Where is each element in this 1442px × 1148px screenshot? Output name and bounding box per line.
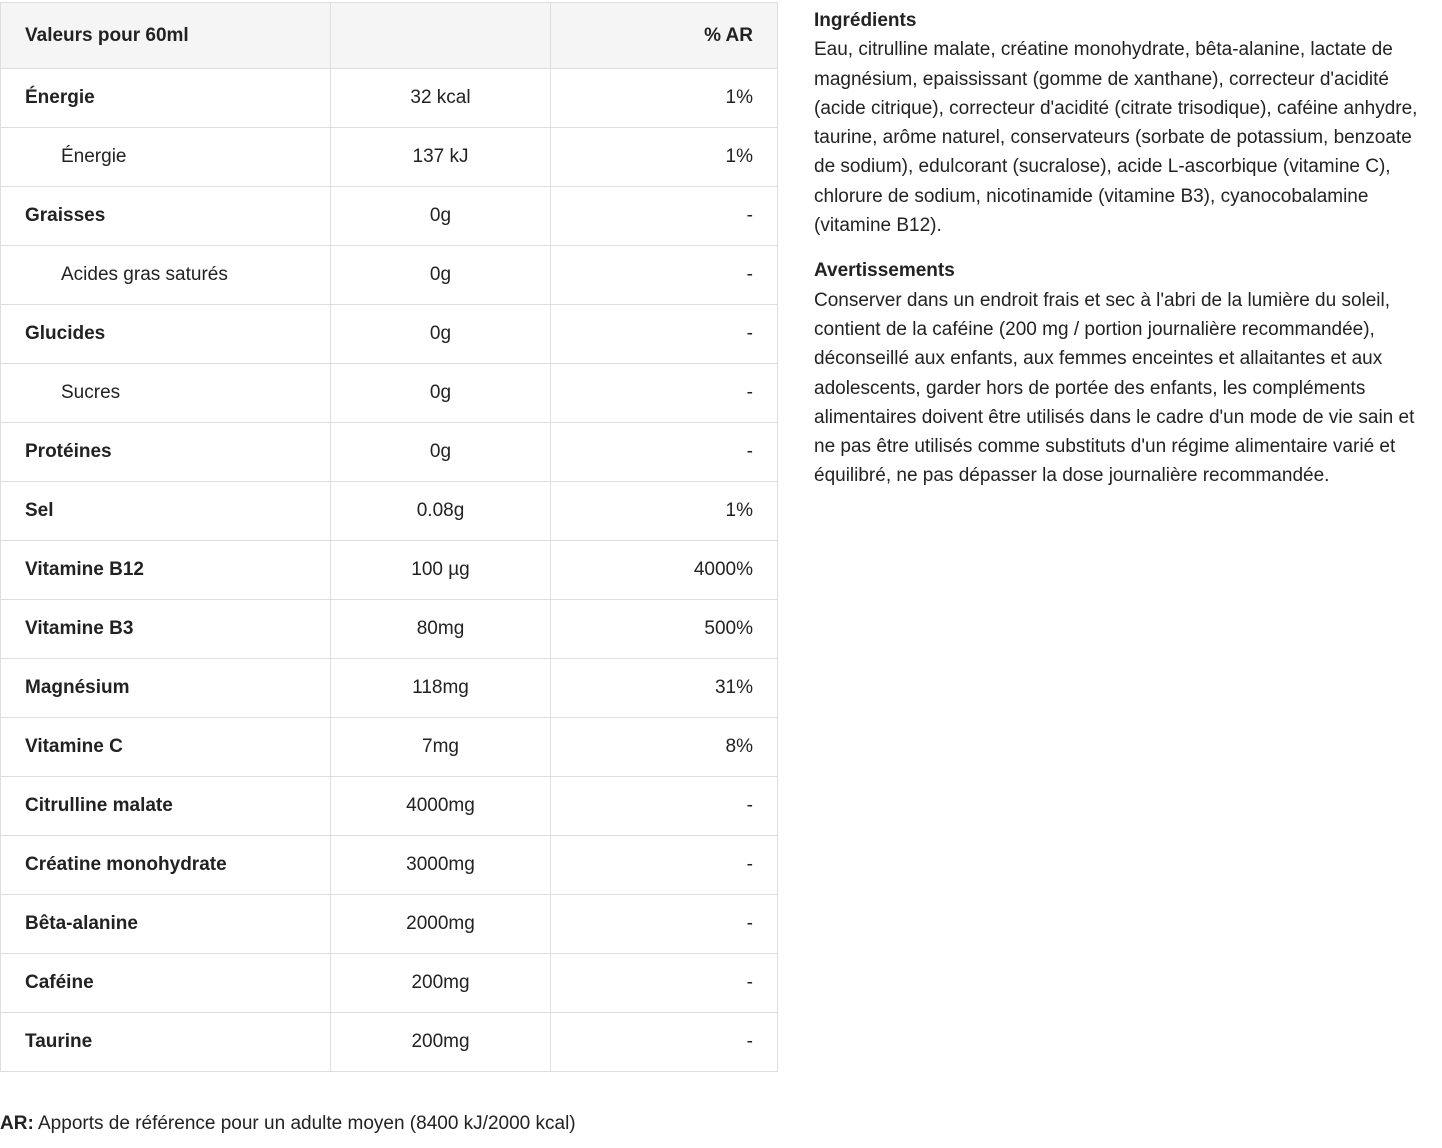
table-row [1, 69, 778, 128]
table-row [1, 895, 778, 954]
nutrient-value: 0g [331, 364, 551, 423]
warnings-text: Conserver dans un endroit frais et sec à l'abri de la lumière du soleil, contient de la caféine (200 mg / portion journalière recommandée), déconseillé aux enfants, aux femmes enceintes et allaitantes et aux adolescents, garder hors de portée des enfants, les compléments alimentaires doivent être utilisés dans le cadre d'un mode de vie sain et ne pas être utilisés comme substituts d'un régime alimentaire varié et équilibré, ne pas dépasser la dose journalière recommandée. [814, 289, 1415, 487]
table-header-row [1, 3, 778, 69]
header-serving: Valeurs pour 60ml [1, 3, 331, 69]
table-row [1, 836, 778, 895]
table-row [1, 187, 778, 246]
nutrient-ar: - [551, 836, 778, 895]
nutrient-value: 0g [331, 305, 551, 364]
nutrient-value: 0.08g [331, 482, 551, 541]
nutrient-value: 118mg [331, 659, 551, 718]
warnings-title: Avertissements [814, 260, 955, 282]
ingredients-text: Eau, citrulline malate, créatine monohydrate, bêta-alanine, lactate de magnésium, epaississant (gomme de xanthane), correcteur d'acidité (acide citrique), correcteur d'acidité (citrate trisodique), caféine anhydre, taurine, arôme naturel, conservateurs (sorbate de potassium, benzoate de sodium), edulcorant (sucralose), acide L-ascorbique (vitamine C), chlorure de sodium, nicotinamide (vitamine B3), cyanocobalamine (vitamine B12). [814, 39, 1418, 237]
nutrient-value: 0g [331, 187, 551, 246]
footnote-text: Apports de référence pour un adulte moyen (8400 kJ/2000 kcal) [33, 1113, 576, 1134]
table-row [1, 246, 778, 305]
nutrient-name: Sel [1, 482, 331, 541]
nutrient-name: Caféine [1, 954, 331, 1013]
header-value [331, 3, 551, 69]
nutrient-ar: - [551, 187, 778, 246]
nutrient-value: 7mg [331, 718, 551, 777]
nutrient-ar: - [551, 954, 778, 1013]
nutrient-value: 4000mg [331, 777, 551, 836]
table-body [1, 69, 778, 1072]
table-row [1, 777, 778, 836]
nutrient-value: 32 kcal [331, 69, 551, 128]
nutrient-ar: 4000% [551, 541, 778, 600]
ingredients-section [814, 6, 1434, 240]
table-row [1, 364, 778, 423]
nutrient-value: 200mg [331, 1013, 551, 1072]
nutrient-ar: 1% [551, 482, 778, 541]
nutrient-ar: 1% [551, 128, 778, 187]
nutrient-ar: - [551, 364, 778, 423]
nutrient-ar: - [551, 305, 778, 364]
nutrient-name: Vitamine B3 [1, 600, 331, 659]
nutrient-name: Bêta-alanine [1, 895, 331, 954]
footnote-label: AR: [0, 1113, 34, 1134]
nutrient-name: Énergie [1, 69, 331, 128]
nutrient-value: 80mg [331, 600, 551, 659]
nutrient-value: 0g [331, 246, 551, 305]
table-row [1, 305, 778, 364]
nutrition-table [0, 2, 778, 1072]
nutrient-value: 100 µg [331, 541, 551, 600]
nutrient-name: Glucides [1, 305, 331, 364]
nutrient-name: Sucres [1, 364, 331, 423]
footnote [0, 1113, 576, 1135]
nutrient-ar: 31% [551, 659, 778, 718]
header-ar: % AR [551, 3, 778, 69]
nutrient-ar: - [551, 777, 778, 836]
table-row [1, 1013, 778, 1072]
nutrient-name: Énergie [1, 128, 331, 187]
nutrient-name: Vitamine C [1, 718, 331, 777]
nutrient-name: Acides gras saturés [1, 246, 331, 305]
nutrient-name: Protéines [1, 423, 331, 482]
warnings-section [814, 256, 1434, 490]
nutrient-name: Citrulline malate [1, 777, 331, 836]
nutrient-ar: 8% [551, 718, 778, 777]
nutrient-ar: - [551, 423, 778, 482]
nutrient-name: Vitamine B12 [1, 541, 331, 600]
info-column [814, 6, 1434, 491]
nutrient-name: Créatine monohydrate [1, 836, 331, 895]
nutrient-name: Magnésium [1, 659, 331, 718]
nutrient-name: Taurine [1, 1013, 331, 1072]
nutrient-ar: 500% [551, 600, 778, 659]
nutrient-value: 200mg [331, 954, 551, 1013]
table-row [1, 718, 778, 777]
nutrient-value: 0g [331, 423, 551, 482]
nutrient-name: Graisses [1, 187, 331, 246]
nutrient-value: 137 kJ [331, 128, 551, 187]
ingredients-title: Ingrédients [814, 10, 917, 31]
nutrient-ar: - [551, 1013, 778, 1072]
table-row [1, 600, 778, 659]
nutrient-ar: 1% [551, 69, 778, 128]
table-row [1, 659, 778, 718]
nutrient-value: 3000mg [331, 836, 551, 895]
table-row [1, 128, 778, 187]
nutrient-value: 2000mg [331, 895, 551, 954]
nutrient-ar: - [551, 246, 778, 305]
table-row [1, 482, 778, 541]
table-row [1, 541, 778, 600]
nutrient-ar: - [551, 895, 778, 954]
table-row [1, 423, 778, 482]
table-row [1, 954, 778, 1013]
